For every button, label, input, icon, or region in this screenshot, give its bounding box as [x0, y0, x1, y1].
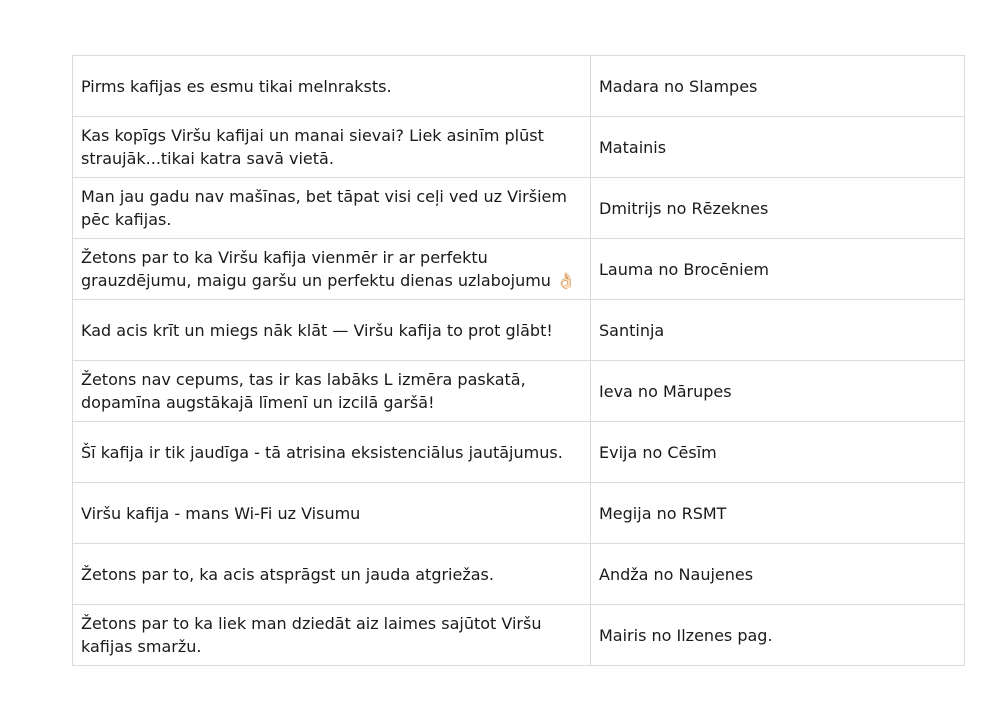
quote-cell: Žetons nav cepums, tas ir kas labāks L izmēra paskatā, dopamīna augstākajā līmenī un izcilā garšā! [73, 361, 591, 422]
author-cell: Ieva no Mārupes [591, 361, 965, 422]
author-cell: Matainis [591, 117, 965, 178]
table-row [73, 300, 965, 361]
quote-cell: Šī kafija ir tik jaudīga - tā atrisina eksistenciālus jautājumus. [73, 422, 591, 483]
table-row [73, 544, 965, 605]
table-row [73, 605, 965, 666]
quote-cell: Viršu kafija - mans Wi-Fi uz Visumu [73, 483, 591, 544]
quote-cell: Man jau gadu nav mašīnas, bet tāpat visi ceļi ved uz Viršiem pēc kafijas. [73, 178, 591, 239]
quote-cell: Pirms kafijas es esmu tikai melnraksts. [73, 56, 591, 117]
table-row [73, 178, 965, 239]
quote-cell: Kas kopīgs Viršu kafijai un manai sievai? Liek asinīm plūst straujāk...tikai katra savā vietā. [73, 117, 591, 178]
quote-cell: Žetons par to ka Viršu kafija vienmēr ir ar perfektu grauzdējumu, maigu garšu un perfektu dienas uzlabojumu 👌🏻 [73, 239, 591, 300]
table-row [73, 361, 965, 422]
testimonials-table [72, 55, 965, 666]
quote-cell: Kad acis krīt un miegs nāk klāt — Viršu kafija to prot glābt! [73, 300, 591, 361]
author-cell: Santinja [591, 300, 965, 361]
quote-cell: Žetons par to ka liek man dziedāt aiz laimes sajūtot Viršu kafijas smaržu. [73, 605, 591, 666]
author-cell: Megija no RSMT [591, 483, 965, 544]
author-cell: Lauma no Brocēniem [591, 239, 965, 300]
quote-cell: Žetons par to, ka acis atsprāgst un jauda atgriežas. [73, 544, 591, 605]
author-cell: Andža no Naujenes [591, 544, 965, 605]
author-cell: Evija no Cēsīm [591, 422, 965, 483]
author-cell: Madara no Slampes [591, 56, 965, 117]
table-row [73, 483, 965, 544]
table-row [73, 117, 965, 178]
table-row [73, 239, 965, 300]
author-cell: Dmitrijs no Rēzeknes [591, 178, 965, 239]
table-row [73, 422, 965, 483]
table-row [73, 56, 965, 117]
author-cell: Mairis no Ilzenes pag. [591, 605, 965, 666]
